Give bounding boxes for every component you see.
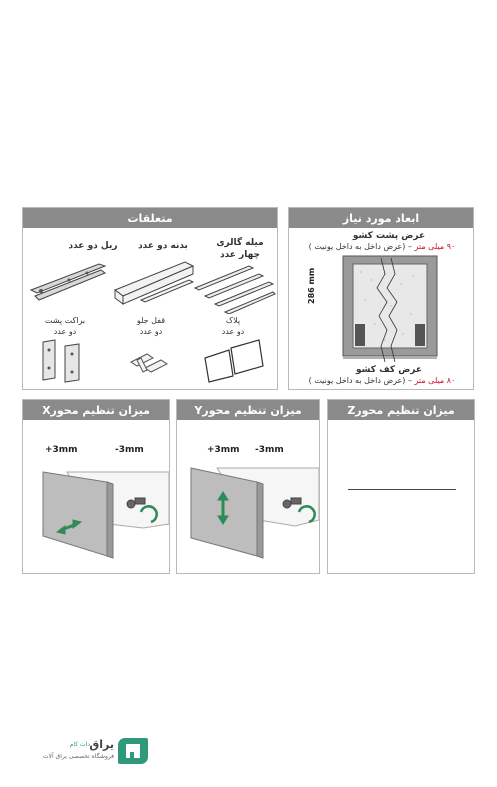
front-lock-illustration [127,348,171,378]
floor-width-label: عرض کف کشو [355,365,423,375]
accessories-title: متعلقات [23,208,277,228]
y-adjust-illustration [177,460,319,574]
floor-width-line [293,376,471,386]
rail-illustration [29,258,109,308]
accessories-panel [22,207,278,390]
logo-tagline: فروشگاه تخصصی یراق آلات [42,753,114,760]
gallery-bars-illustration [193,264,277,314]
plate-label: پلاک [225,316,241,325]
dimensions-title: ابعاد مورد نیاز [289,208,473,228]
plate-illustration [203,336,267,384]
body-label: بدنه دو عدد [138,241,188,251]
back-width-label: عرض پشت کشو [352,231,426,241]
floor-width-note: – (عرض داخل به داخل یونیت ) [308,376,412,385]
back-width-line [293,242,471,252]
y-minus-label: -3mm [255,445,284,455]
back-bracket-label: براکت پشت [44,316,86,325]
gallery-bar-label: میله گالری [216,238,264,248]
front-lock-count: دو عدد [139,327,163,336]
dimensions-panel [288,207,474,390]
gallery-bar-count: چهار عدد [219,250,261,260]
drawer-dimension-diagram [341,254,441,366]
y-adjust-panel [176,399,320,574]
z-adjust-title: میزان تنظیم محورZ [328,400,474,420]
drawer-body-illustration [109,256,199,312]
z-adjust-panel [327,399,475,574]
x-minus-label: -3mm [115,445,144,455]
y-plus-label: +3mm [207,445,240,455]
height-label: 286 mm [307,267,316,304]
y-adjust-title: میزان تنظیم محورY [177,400,319,420]
back-width-value: ۹۰ میلی متر [414,242,456,251]
plate-count: دو عدد [221,327,245,336]
logo-domain: دات کام [69,741,90,748]
x-adjust-illustration [23,464,169,574]
back-bracket-count: دو عدد [53,327,77,336]
logo-name: یراق [89,738,114,751]
x-plus-label: +3mm [45,445,78,455]
logo-mark-icon [118,738,148,764]
z-adjust-divider [348,489,456,490]
back-bracket-illustration [39,338,89,384]
x-adjust-panel [22,399,170,574]
rail-label: ریل دو عدد [68,241,118,251]
back-width-note: – (عرض داخل به داخل یونیت ) [308,242,412,251]
store-logo[interactable] [38,736,148,766]
front-lock-label: قفل جلو [136,316,166,325]
floor-width-value: ۸۰ میلی متر [414,376,456,385]
x-adjust-title: میزان تنظیم محورX [23,400,169,420]
